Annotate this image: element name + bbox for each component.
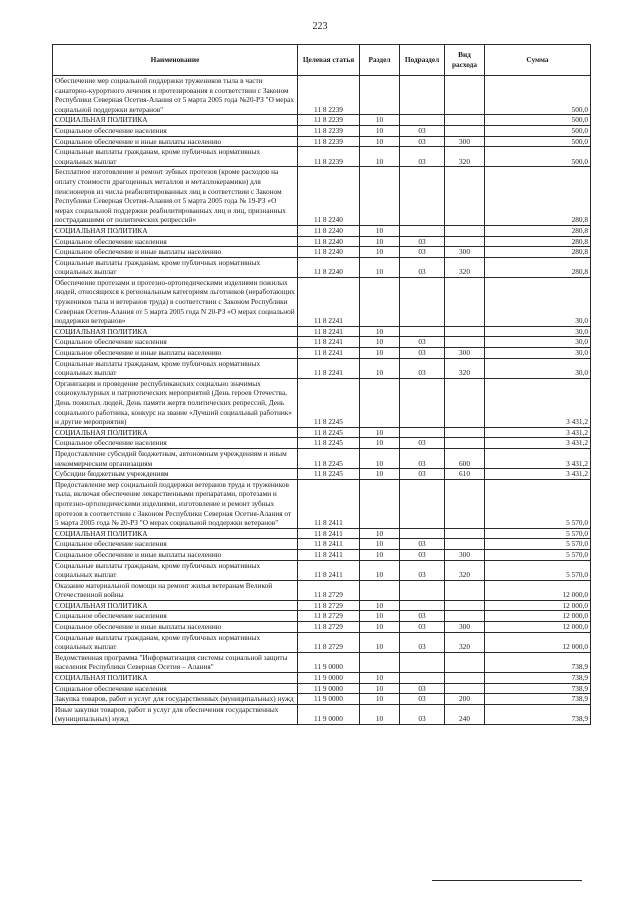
cell-target: 11 8 2241 [298, 348, 360, 359]
cell-name: Организация и проведение республиканских социально значимых социокультурных и патриотических мероприятий (День героев Отечества, День пожилых людей, День памяти жертв политических репрессий, День социального работника, конкурс на звание «Лучший социальный работник» и другие мероприятия) [53, 378, 298, 427]
cell-amount: 738,9 [485, 683, 591, 694]
cell-name: СОЦИАЛЬНАЯ ПОЛИТИКА [53, 115, 298, 126]
cell-subsection [400, 479, 445, 528]
cell-section: 10 [360, 358, 400, 378]
cell-target: 11 8 2240 [298, 257, 360, 277]
cell-expense-type: 320 [445, 560, 485, 580]
cell-subsection: 03 [400, 125, 445, 136]
cell-name: Социальное обеспечение и иные выплаты населению [53, 247, 298, 258]
cell-amount: 3 431,2 [485, 378, 591, 427]
table-row [53, 580, 591, 600]
cell-amount: 3 431,2 [485, 427, 591, 438]
cell-target: 11 8 2729 [298, 611, 360, 622]
cell-expense-type: 320 [445, 257, 485, 277]
cell-target: 11 8 2729 [298, 622, 360, 633]
table-row [53, 539, 591, 550]
table-row [53, 277, 591, 326]
cell-subsection: 03 [400, 448, 445, 468]
cell-subsection [400, 326, 445, 337]
cell-amount: 30,0 [485, 348, 591, 359]
cell-name: СОЦИАЛЬНАЯ ПОЛИТИКА [53, 427, 298, 438]
cell-expense-type: 320 [445, 147, 485, 167]
table-row [53, 560, 591, 580]
cell-expense-type [445, 539, 485, 550]
cell-target: 11 8 2245 [298, 469, 360, 480]
cell-subsection [400, 600, 445, 611]
cell-amount: 12 000,0 [485, 622, 591, 633]
cell-section [360, 652, 400, 672]
cell-subsection [400, 225, 445, 236]
cell-section: 10 [360, 549, 400, 560]
cell-name: Социальное обеспечение населения [53, 236, 298, 247]
table-row [53, 247, 591, 258]
cell-amount: 12 000,0 [485, 600, 591, 611]
cell-section: 10 [360, 427, 400, 438]
cell-target: 11 8 2245 [298, 378, 360, 427]
cell-subsection [400, 652, 445, 672]
cell-expense-type [445, 611, 485, 622]
cell-name: Социальное обеспечение населения [53, 611, 298, 622]
cell-amount: 280,8 [485, 167, 591, 226]
cell-expense-type [445, 652, 485, 672]
cell-section [360, 76, 400, 115]
cell-target: 11 8 2729 [298, 580, 360, 600]
header-expense-type: Вид расхода [445, 45, 485, 76]
cell-amount: 500,0 [485, 125, 591, 136]
cell-expense-type: 300 [445, 136, 485, 147]
table-row [53, 632, 591, 652]
cell-target: 11 9 0000 [298, 694, 360, 705]
header-subsection: Подраздел [400, 45, 445, 76]
cell-target: 11 8 2411 [298, 479, 360, 528]
budget-table [52, 44, 591, 725]
cell-amount: 3 431,2 [485, 469, 591, 480]
table-row [53, 683, 591, 694]
cell-amount: 738,9 [485, 673, 591, 684]
cell-target: 11 8 2240 [298, 236, 360, 247]
cell-name: Социальное обеспечение населения [53, 438, 298, 449]
cell-name: Субсидии бюджетным учреждениям [53, 469, 298, 480]
cell-name: Социальные выплаты гражданам, кроме публичных нормативных социальных выплат [53, 257, 298, 277]
cell-section [360, 479, 400, 528]
cell-subsection: 03 [400, 136, 445, 147]
cell-amount: 5 570,0 [485, 539, 591, 550]
cell-name: Обеспечение мер социальной поддержки тружеников тыла в части санаторно-курортного лечения и протезирования в соответствии с Законом Республики Северная Осетия-Алания от 5 марта 2005 года №20-РЗ "О мерах социальной поддержки ветеранов" [53, 76, 298, 115]
cell-name: СОЦИАЛЬНАЯ ПОЛИТИКА [53, 528, 298, 539]
table-row [53, 469, 591, 480]
cell-expense-type [445, 76, 485, 115]
cell-expense-type [445, 125, 485, 136]
cell-subsection [400, 528, 445, 539]
table-row [53, 600, 591, 611]
cell-expense-type [445, 438, 485, 449]
cell-target: 11 8 2241 [298, 337, 360, 348]
cell-amount: 5 570,0 [485, 479, 591, 528]
cell-amount: 5 570,0 [485, 560, 591, 580]
cell-section: 10 [360, 694, 400, 705]
page-number: 223 [312, 21, 328, 32]
cell-amount: 280,8 [485, 257, 591, 277]
cell-amount: 500,0 [485, 115, 591, 126]
cell-amount: 12 000,0 [485, 611, 591, 622]
cell-expense-type [445, 225, 485, 236]
table-body [53, 76, 591, 725]
cell-amount: 12 000,0 [485, 580, 591, 600]
cell-target: 11 8 2411 [298, 539, 360, 550]
cell-target: 11 8 2239 [298, 76, 360, 115]
table-row [53, 704, 591, 724]
cell-expense-type: 300 [445, 622, 485, 633]
cell-amount: 500,0 [485, 136, 591, 147]
cell-expense-type [445, 378, 485, 427]
cell-section: 10 [360, 348, 400, 359]
cell-name: СОЦИАЛЬНАЯ ПОЛИТИКА [53, 673, 298, 684]
cell-expense-type: 200 [445, 694, 485, 705]
cell-section: 10 [360, 673, 400, 684]
cell-subsection: 03 [400, 704, 445, 724]
cell-subsection: 03 [400, 247, 445, 258]
cell-amount: 738,9 [485, 694, 591, 705]
cell-name: Предоставление субсидий бюджетным, автономным учреждениям и иным некоммерческим организациям [53, 448, 298, 468]
cell-amount: 500,0 [485, 147, 591, 167]
cell-subsection: 03 [400, 337, 445, 348]
cell-amount: 738,9 [485, 704, 591, 724]
cell-name: Социальное обеспечение населения [53, 683, 298, 694]
cell-section: 10 [360, 611, 400, 622]
cell-target: 11 8 2411 [298, 549, 360, 560]
table-row [53, 136, 591, 147]
cell-subsection: 03 [400, 560, 445, 580]
cell-subsection: 03 [400, 622, 445, 633]
cell-subsection: 03 [400, 539, 445, 550]
cell-name: СОЦИАЛЬНАЯ ПОЛИТИКА [53, 326, 298, 337]
cell-section: 10 [360, 236, 400, 247]
cell-section: 10 [360, 247, 400, 258]
cell-expense-type [445, 673, 485, 684]
table-row [53, 115, 591, 126]
table-row [53, 125, 591, 136]
cell-subsection: 03 [400, 348, 445, 359]
cell-expense-type [445, 167, 485, 226]
header-name: Наименование [53, 45, 298, 76]
cell-subsection [400, 277, 445, 326]
cell-section: 10 [360, 225, 400, 236]
cell-expense-type: 300 [445, 549, 485, 560]
cell-subsection [400, 115, 445, 126]
cell-subsection: 03 [400, 358, 445, 378]
cell-target: 11 8 2240 [298, 247, 360, 258]
cell-section: 10 [360, 560, 400, 580]
cell-section: 10 [360, 147, 400, 167]
cell-name: Социальное обеспечение и иные выплаты населению [53, 622, 298, 633]
cell-name: Закупка товаров, работ и услуг для государственных (муниципальных) нужд [53, 694, 298, 705]
cell-subsection: 03 [400, 632, 445, 652]
cell-target: 11 8 2239 [298, 147, 360, 167]
cell-name: Социальное обеспечение и иные выплаты населению [53, 549, 298, 560]
cell-expense-type [445, 580, 485, 600]
table-row [53, 479, 591, 528]
cell-name: Социальное обеспечение населения [53, 337, 298, 348]
cell-expense-type: 300 [445, 247, 485, 258]
cell-section: 10 [360, 448, 400, 468]
header-section: Раздел [360, 45, 400, 76]
cell-amount: 30,0 [485, 337, 591, 348]
cell-name: Социальное обеспечение и иные выплаты населению [53, 136, 298, 147]
cell-amount: 30,0 [485, 358, 591, 378]
cell-expense-type: 610 [445, 469, 485, 480]
table-row [53, 448, 591, 468]
cell-section: 10 [360, 136, 400, 147]
cell-name: Социальное обеспечение населения [53, 125, 298, 136]
table-row [53, 225, 591, 236]
cell-section [360, 378, 400, 427]
cell-target: 11 8 2239 [298, 115, 360, 126]
cell-subsection: 03 [400, 694, 445, 705]
cell-name: Социальное обеспечение и иные выплаты населению [53, 348, 298, 359]
cell-section: 10 [360, 125, 400, 136]
cell-target: 11 8 2411 [298, 528, 360, 539]
cell-target: 11 8 2241 [298, 277, 360, 326]
cell-section: 10 [360, 600, 400, 611]
cell-target: 11 8 2240 [298, 167, 360, 226]
cell-subsection: 03 [400, 469, 445, 480]
cell-target: 11 9 0000 [298, 673, 360, 684]
cell-name: Социальные выплаты гражданам, кроме публичных нормативных социальных выплат [53, 560, 298, 580]
cell-expense-type [445, 115, 485, 126]
cell-subsection: 03 [400, 257, 445, 277]
cell-expense-type [445, 277, 485, 326]
cell-amount: 3 431,2 [485, 448, 591, 468]
cell-section: 10 [360, 622, 400, 633]
header-target: Целевая статья [298, 45, 360, 76]
cell-target: 11 8 2241 [298, 326, 360, 337]
cell-target: 11 8 2245 [298, 427, 360, 438]
table-header-row [53, 45, 591, 76]
cell-subsection [400, 427, 445, 438]
cell-subsection [400, 167, 445, 226]
cell-section: 10 [360, 539, 400, 550]
cell-name: СОЦИАЛЬНАЯ ПОЛИТИКА [53, 225, 298, 236]
cell-amount: 738,9 [485, 652, 591, 672]
cell-name: Социальные выплаты гражданам, кроме публичных нормативных социальных выплат [53, 147, 298, 167]
cell-expense-type [445, 326, 485, 337]
table-row [53, 326, 591, 337]
cell-target: 11 9 0000 [298, 683, 360, 694]
table-row [53, 528, 591, 539]
cell-section: 10 [360, 257, 400, 277]
cell-name: Обеспечение протезами и протезно-ортопедическими изделиями пожилых людей, относящихся к региональным категориям льготников (неработающих тружеников тыла и ветеранов труда) в соответствии с Законом Республики Северная Осетия-Алания от 5 марта 2005 года N 20-РЗ «О мерах социальной поддержки ветеранов» [53, 277, 298, 326]
table-row [53, 76, 591, 115]
cell-name: Ведомственная программа "Информатизация системы социальной защиты населения Республики Северная Осетия – Алания" [53, 652, 298, 672]
table-row [53, 427, 591, 438]
table-row [53, 358, 591, 378]
cell-subsection [400, 76, 445, 115]
table-row [53, 167, 591, 226]
cell-section: 10 [360, 438, 400, 449]
cell-subsection: 03 [400, 236, 445, 247]
cell-subsection: 03 [400, 147, 445, 167]
cell-section [360, 277, 400, 326]
cell-subsection [400, 673, 445, 684]
cell-amount: 3 431,2 [485, 438, 591, 449]
cell-section: 10 [360, 528, 400, 539]
cell-amount: 280,8 [485, 247, 591, 258]
cell-target: 11 9 0000 [298, 704, 360, 724]
cell-name: Иные закупки товаров, работ и услуг для обеспечения государственных (муниципальных) нужд [53, 704, 298, 724]
cell-section: 10 [360, 632, 400, 652]
cell-name: Предоставление мер социальной поддержки ветеранов труда и тружеников тыла, включая обеспечение лекарственными препаратами, протезами и протезно-ортопедическими изделиями, изготовление и ремонт зубных протезов в соответствии с Законом Республики Северная Осетия-Алания от 5 марта 2005 года № 20-РЗ "О мерах социальной поддержки ветеранов" [53, 479, 298, 528]
table-row [53, 257, 591, 277]
cell-subsection: 03 [400, 683, 445, 694]
table-row [53, 236, 591, 247]
cell-section: 10 [360, 115, 400, 126]
cell-target: 11 8 2241 [298, 358, 360, 378]
cell-section: 10 [360, 337, 400, 348]
cell-target: 11 8 2245 [298, 438, 360, 449]
footer-divider [432, 880, 582, 881]
cell-amount: 5 570,0 [485, 528, 591, 539]
cell-target: 11 8 2239 [298, 125, 360, 136]
cell-name: Социальное обеспечение населения [53, 539, 298, 550]
cell-amount: 500,0 [485, 76, 591, 115]
cell-subsection: 03 [400, 438, 445, 449]
table-row [53, 549, 591, 560]
cell-amount: 30,0 [485, 326, 591, 337]
cell-target: 11 8 2239 [298, 136, 360, 147]
cell-section [360, 167, 400, 226]
cell-expense-type [445, 236, 485, 247]
table-row [53, 694, 591, 705]
cell-amount: 5 570,0 [485, 549, 591, 560]
cell-expense-type: 320 [445, 358, 485, 378]
cell-amount: 12 000,0 [485, 632, 591, 652]
cell-name: СОЦИАЛЬНАЯ ПОЛИТИКА [53, 600, 298, 611]
cell-expense-type [445, 528, 485, 539]
cell-target: 11 8 2729 [298, 632, 360, 652]
table-row [53, 337, 591, 348]
cell-target: 11 8 2411 [298, 560, 360, 580]
table-row [53, 438, 591, 449]
cell-expense-type [445, 427, 485, 438]
cell-section: 10 [360, 469, 400, 480]
cell-target: 11 8 2729 [298, 600, 360, 611]
cell-subsection: 03 [400, 611, 445, 622]
cell-name: Социальные выплаты гражданам, кроме публичных нормативных социальных выплат [53, 632, 298, 652]
cell-amount: 280,8 [485, 225, 591, 236]
cell-name: Социальные выплаты гражданам, кроме публичных нормативных социальных выплат [53, 358, 298, 378]
cell-section [360, 580, 400, 600]
cell-expense-type [445, 337, 485, 348]
cell-amount: 30,0 [485, 277, 591, 326]
table-row [53, 348, 591, 359]
cell-expense-type: 240 [445, 704, 485, 724]
cell-expense-type: 300 [445, 348, 485, 359]
cell-section: 10 [360, 326, 400, 337]
cell-target: 11 9 0000 [298, 652, 360, 672]
header-amount: Сумма [485, 45, 591, 76]
cell-expense-type: 600 [445, 448, 485, 468]
table-row [53, 622, 591, 633]
cell-expense-type [445, 683, 485, 694]
cell-section: 10 [360, 704, 400, 724]
cell-subsection [400, 580, 445, 600]
table-row [53, 652, 591, 672]
cell-expense-type [445, 600, 485, 611]
table-row [53, 611, 591, 622]
cell-name: Бесплатное изготовление и ремонт зубных протезов (кроме расходов на оплату стоимости драгоценных металлов и металлокерамики) для пенсионеров из числа реабилитированных лиц в соответствии с Законом Республики Северная Осетия-Алания от 5 марта 2005 года № 19-РЗ «О мерах социальной поддержки реабилитированных лиц и лиц, признанных пострадавшими от политических репрессий» [53, 167, 298, 226]
cell-section: 10 [360, 683, 400, 694]
cell-expense-type: 320 [445, 632, 485, 652]
cell-name: Оказание материальной помощи на ремонт жилья ветеранам Великой Отечественной войны [53, 580, 298, 600]
cell-target: 11 8 2245 [298, 448, 360, 468]
cell-amount: 280,8 [485, 236, 591, 247]
table-row [53, 147, 591, 167]
table-row [53, 673, 591, 684]
cell-subsection: 03 [400, 549, 445, 560]
cell-expense-type [445, 479, 485, 528]
cell-subsection [400, 378, 445, 427]
table-row [53, 378, 591, 427]
cell-target: 11 8 2240 [298, 225, 360, 236]
